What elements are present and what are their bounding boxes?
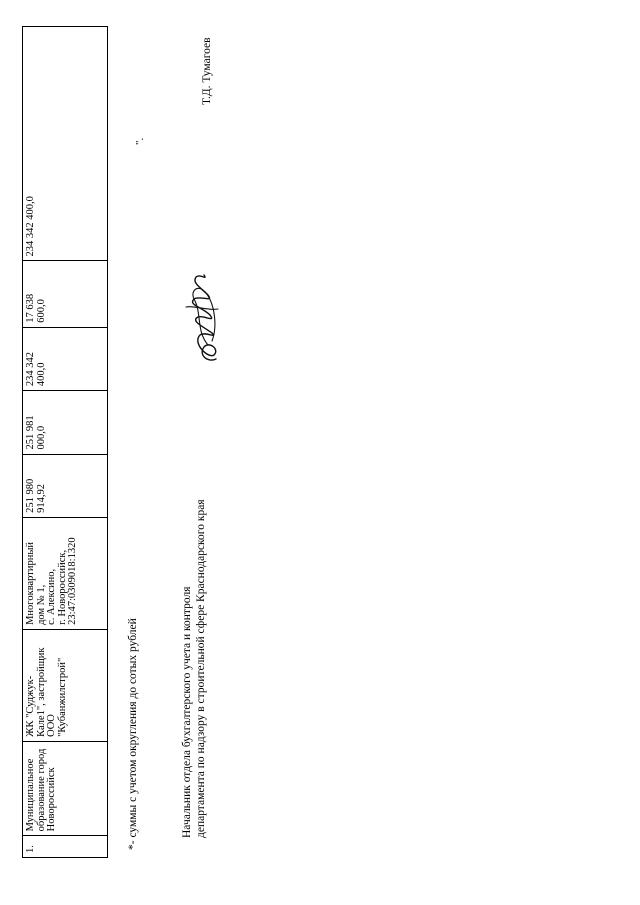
cell-address: Многоквартирный дом № 1, с. Алексино, г. Новороссийск, 23:47:0309018:1320 [23, 517, 107, 629]
cell-amount-total: 234 342 400,0 [25, 196, 36, 257]
cell-amount-3: 234 342 400,0 [23, 327, 107, 390]
footnote: *- суммы с учетом округления до сотых рублей [127, 618, 139, 850]
signatory-name: Т.Д. Тумагоев [201, 37, 213, 105]
closing-quote: ". [134, 137, 146, 145]
cell-municipality: Муниципальное образование город Новороссийск [23, 741, 107, 836]
data-table [22, 26, 108, 858]
cell-number: 1. [23, 835, 107, 857]
signatory-title-line-2: департамента по надзору в строительной сфере Краснодарского края [195, 499, 207, 838]
handwritten-signature [178, 269, 230, 365]
cell-amount-1: 251 980 914,92 [23, 454, 107, 517]
cell-complex: ЖК "Суджук- Кале1", застройщик ООО "Кубанжилстрой" [23, 629, 107, 741]
signatory-title-line-1: Начальник отдела бухгалтерского учета и контроля [181, 586, 193, 838]
cell-amount-4: 17 638 600,0 [23, 260, 107, 326]
cell-amount-2: 251 981 000,0 [23, 390, 107, 453]
signatory-title [180, 499, 208, 838]
